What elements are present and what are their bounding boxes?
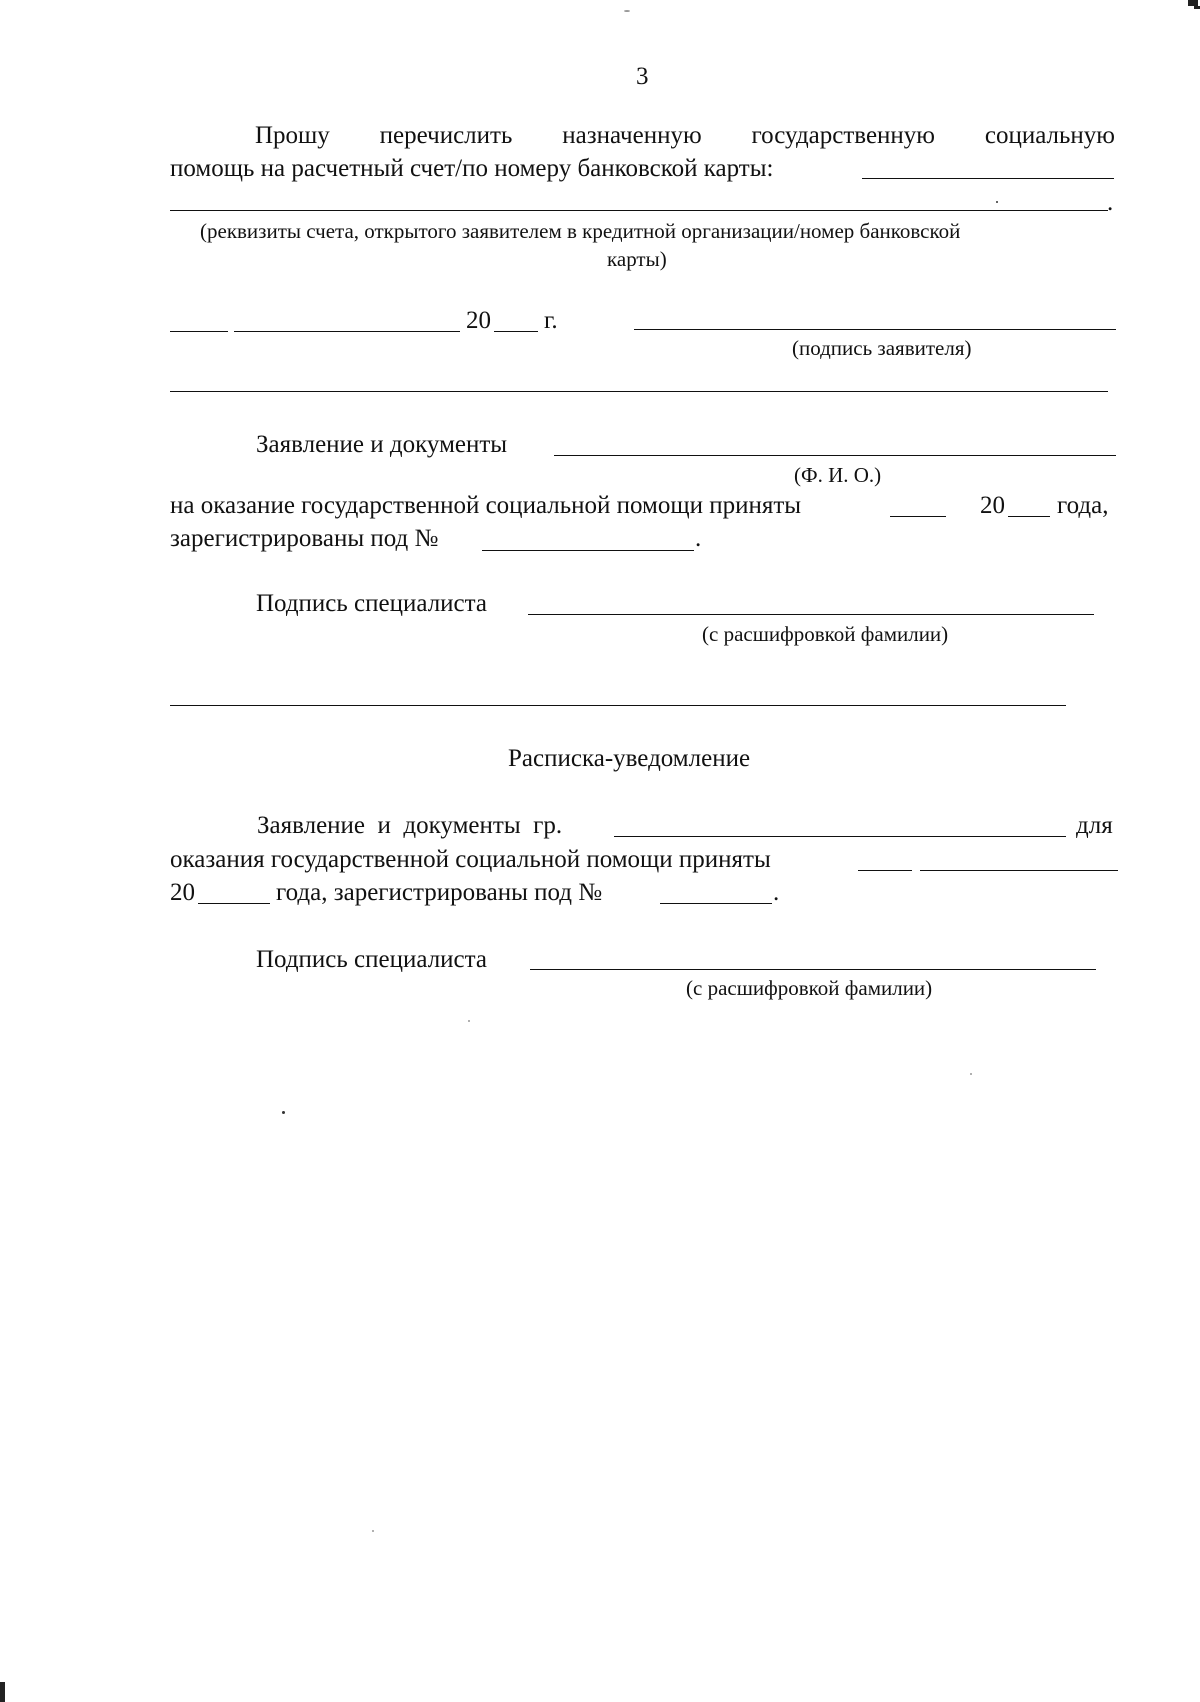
- scan-speck: [282, 1111, 285, 1114]
- word: социальную: [984, 122, 1115, 149]
- receipt-specialist-signature-label: Подпись специалиста: [256, 946, 487, 973]
- receipt-month-field[interactable]: [920, 870, 1118, 871]
- cut-line: [170, 705, 1066, 706]
- scan-mark-bottom-left: [0, 1682, 5, 1702]
- scan-mark-top-right-dot: [1194, 6, 1200, 9]
- sentence-end-period: .: [1107, 189, 1114, 216]
- date-day-field[interactable]: [170, 331, 228, 332]
- acceptance-year-prefix: 20: [980, 492, 1005, 519]
- word: гр.: [533, 812, 563, 839]
- date-month-field[interactable]: [234, 331, 460, 332]
- word: Заявление: [257, 812, 366, 839]
- receipt-line-1-end: для: [1076, 812, 1113, 839]
- year-suffix: г.: [544, 307, 558, 334]
- receipt-specialist-signature-hint: (с расшифровкой фамилии): [686, 976, 933, 1000]
- receipt-year-field[interactable]: [198, 903, 270, 904]
- receipt-line-2: оказания государственной социальной помощи приняты: [170, 846, 771, 873]
- bank-account-details-field[interactable]: [170, 210, 1108, 211]
- applicant-signature-field[interactable]: [634, 329, 1116, 330]
- acceptance-line-2: на оказание государственной социальной помощи приняты: [170, 492, 802, 519]
- fio-hint: (Ф. И. О.): [794, 463, 882, 487]
- word: Прошу: [255, 122, 330, 149]
- receipt-year-prefix: 20: [170, 879, 195, 906]
- word: и: [377, 812, 391, 839]
- page-number: 3: [636, 63, 649, 90]
- word: назначенную: [562, 122, 702, 149]
- transfer-request-line-2: помощь на расчетный счет/по номеру банковской карты:: [170, 155, 774, 182]
- receipt-registration-number-field[interactable]: [660, 903, 772, 904]
- word: документы: [403, 812, 521, 839]
- transfer-request-line-1: [255, 121, 1115, 151]
- registration-number-field[interactable]: [482, 550, 694, 551]
- date-year-field[interactable]: [494, 331, 538, 332]
- specialist-signature-field[interactable]: [528, 614, 1094, 615]
- acceptance-line-3: зарегистрированы под №: [170, 525, 439, 552]
- word: перечислить: [379, 122, 513, 149]
- acceptance-day-field[interactable]: [890, 516, 946, 517]
- scan-speck: [996, 201, 998, 203]
- year-prefix: 20: [466, 307, 491, 334]
- applicant-signature-hint: (подпись заявителя): [792, 336, 972, 360]
- receipt-day-field[interactable]: [858, 870, 912, 871]
- scan-speck: [624, 10, 630, 12]
- receipt-specialist-signature-field[interactable]: [530, 969, 1096, 970]
- section-divider: [170, 391, 1108, 392]
- bank-details-hint-continued: карты): [607, 247, 667, 271]
- registration-end-period: .: [695, 525, 702, 552]
- bank-card-number-field[interactable]: [862, 178, 1114, 179]
- scan-speck: [970, 1073, 972, 1075]
- receipt-line-3: года, зарегистрированы под №: [276, 879, 603, 906]
- receipt-end-period: .: [773, 879, 780, 906]
- scan-speck: [468, 1020, 470, 1022]
- scan-speck: [372, 1530, 374, 1532]
- receipt-title: Расписка-уведомление: [508, 745, 751, 772]
- acceptance-lead: Заявление и документы: [256, 431, 508, 458]
- citizen-name-field[interactable]: [614, 836, 1066, 837]
- receipt-line-1-words: [257, 811, 562, 841]
- acceptance-year-field[interactable]: [1008, 516, 1050, 517]
- specialist-signature-hint: (с расшифровкой фамилии): [702, 622, 949, 646]
- specialist-signature-label: Подпись специалиста: [256, 590, 487, 617]
- acceptance-year-suffix: года,: [1057, 492, 1109, 519]
- applicant-fio-field[interactable]: [554, 455, 1116, 456]
- word: государственную: [751, 122, 935, 149]
- bank-details-hint: (реквизиты счета, открытого заявителем в кредитной организации/номер банковской: [200, 219, 961, 243]
